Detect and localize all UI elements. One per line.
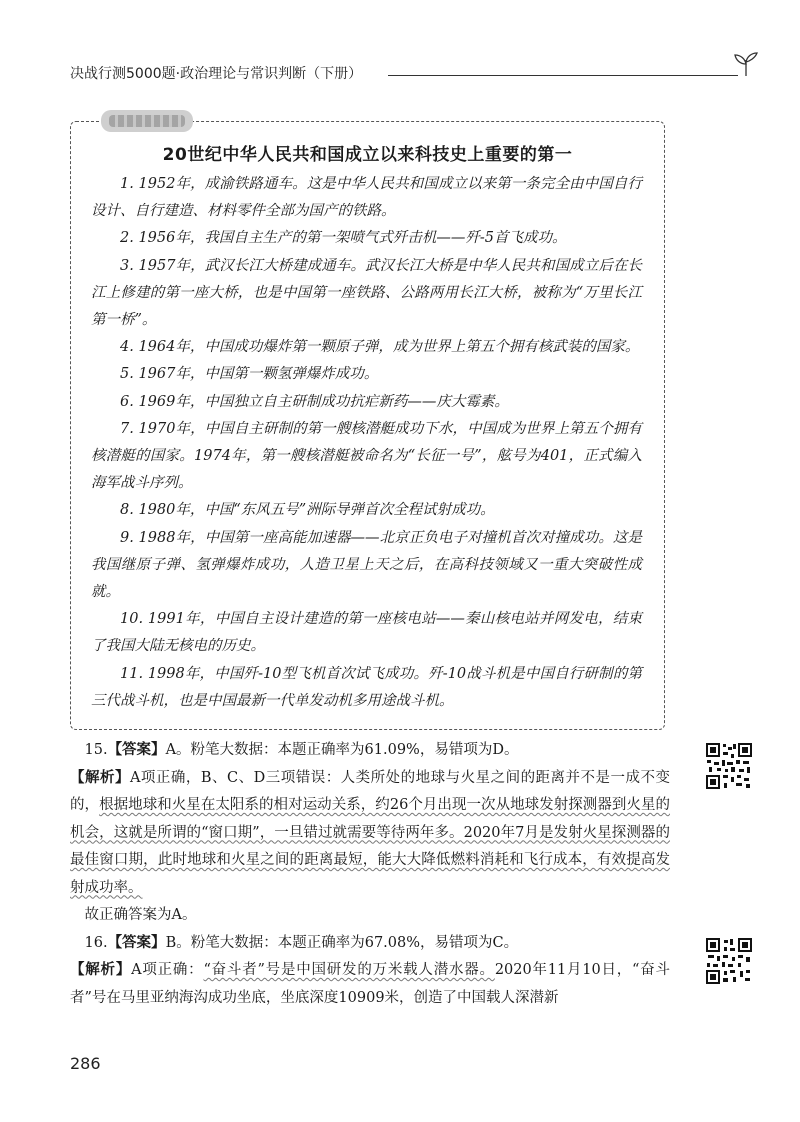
knowledge-list [91, 171, 642, 715]
q15-analysis-plain: A项正确，B、C、D三项错误：人类所处的地球与火星之间的距离并不是一成不变的， [70, 769, 670, 813]
analysis-label: 【解析】 [70, 769, 130, 786]
knowledge-item: 3. 1957年，武汉长江大桥建成通车。武汉长江大桥是中华人民共和国成立后在长江上修建的第一座大桥，也是中国第一座铁路、公路两用长江大桥，被称为“万里长江第一桥”。 [91, 257, 642, 329]
knowledge-item: 10. 1991年，中国自主设计建造的第一座核电站——秦山核电站并网发电，结束了我国大陆无核电的历史。 [91, 611, 642, 655]
page-header [70, 64, 760, 88]
q16-answer [70, 930, 670, 958]
knowledge-item: 1. 1952年，成渝铁路通车。这是中华人民共和国成立以来第一条完全由中国自行设计、自行建造、材料零件全部为国产的铁路。 [91, 176, 642, 220]
sprout-icon [732, 50, 760, 78]
q15-conclusion: 故正确答案为A。 [84, 907, 197, 923]
answer-label: 【答案】 [107, 934, 166, 951]
q16-analysis-plain-1: A项正确： [131, 962, 204, 978]
knowledge-item: 9. 1988年，中国第一座高能加速器——北京正负电子对撞机首次对撞成功。这是我国继原子弹、氢弹爆炸成功，人造卫星上天之后，在高科技领域又一重大突破性成就。 [91, 529, 642, 601]
header-rule [388, 75, 738, 76]
knowledge-item: 2. 1956年，我国自主生产的第一架喷气式歼击机——歼-5首飞成功。 [120, 230, 567, 247]
knowledge-item: 8. 1980年，中国“东风五号”洲际导弹首次全程试射成功。 [120, 502, 495, 519]
analysis-label: 【解析】 [70, 962, 132, 978]
answer-label: 【答案】 [107, 742, 166, 758]
page-number: 286 [70, 1054, 101, 1073]
q15-answer [70, 737, 670, 765]
answer-section [70, 737, 670, 1012]
q16-analysis-marked: “奋斗者”号是中国研发的万米载人潜水器。 [203, 962, 495, 978]
q16-analysis [70, 957, 670, 1012]
knowledge-item: 5. 1967年，中国第一颗氢弹爆炸成功。 [120, 366, 379, 383]
knowledge-item: 11. 1998年，中国歼-10型飞机首次试飞成功。歼-10战斗机是中国自行研制的第三代战斗机，也是中国最新一代单发动机多用途战斗机。 [91, 665, 642, 709]
q15-answer-text: A。粉笔大数据：本题正确率为61.09%，易错项为D。 [165, 742, 519, 758]
knowledge-tag-badge [101, 110, 193, 132]
book-title: 决战行测5000题·政治理论与常识判断（下册） [70, 66, 363, 82]
q15-number: 15. [84, 742, 108, 758]
q15-analysis-marked: 根据地球和火星在太阳系的相对运动关系，约26个月出现一次从地球发射探测器到火星的机会，这就是所谓的“窗口期”，一旦错过就需要等待两年多。2020年7月是发射火星探测器的最佳窗口期，此时地球和火星之间的距离最短，能大大降低燃料消耗和飞行成本，有效提高发射成功率。 [70, 797, 670, 896]
q16-answer-text: B。粉笔大数据：本题正确率为67.08%，易错项为C。 [165, 934, 519, 951]
q16-number: 16. [84, 934, 108, 951]
qr-code-icon[interactable] [705, 742, 753, 790]
knowledge-item: 6. 1969年，中国独立自主研制成功抗疟新药——庆大霉素。 [120, 393, 509, 410]
qr-code-icon[interactable] [705, 937, 753, 985]
knowledge-box-title: 20世纪中华人民共和国成立以来科技史上重要的第一 [162, 145, 573, 165]
q15-analysis [70, 765, 670, 903]
knowledge-item: 4. 1964年，中国成功爆炸第一颗原子弹，成为世界上第五个拥有核武装的国家。 [120, 339, 640, 356]
q16-analysis-plain-2: 2020年11月10日，“奋斗者”号在马里亚纳海沟成功坐底，坐底深度10909米，创造了中国载人深潜新 [70, 962, 671, 1006]
knowledge-item: 7. 1970年，中国自主研制的第一艘核潜艇成功下水，中国成为世界上第五个拥有核潜艇的国家。1974年，第一艘核潜艇被命名为“长征一号”，舷号为401，正式编入海军战斗序列。 [91, 420, 642, 492]
knowledge-box [70, 121, 665, 730]
